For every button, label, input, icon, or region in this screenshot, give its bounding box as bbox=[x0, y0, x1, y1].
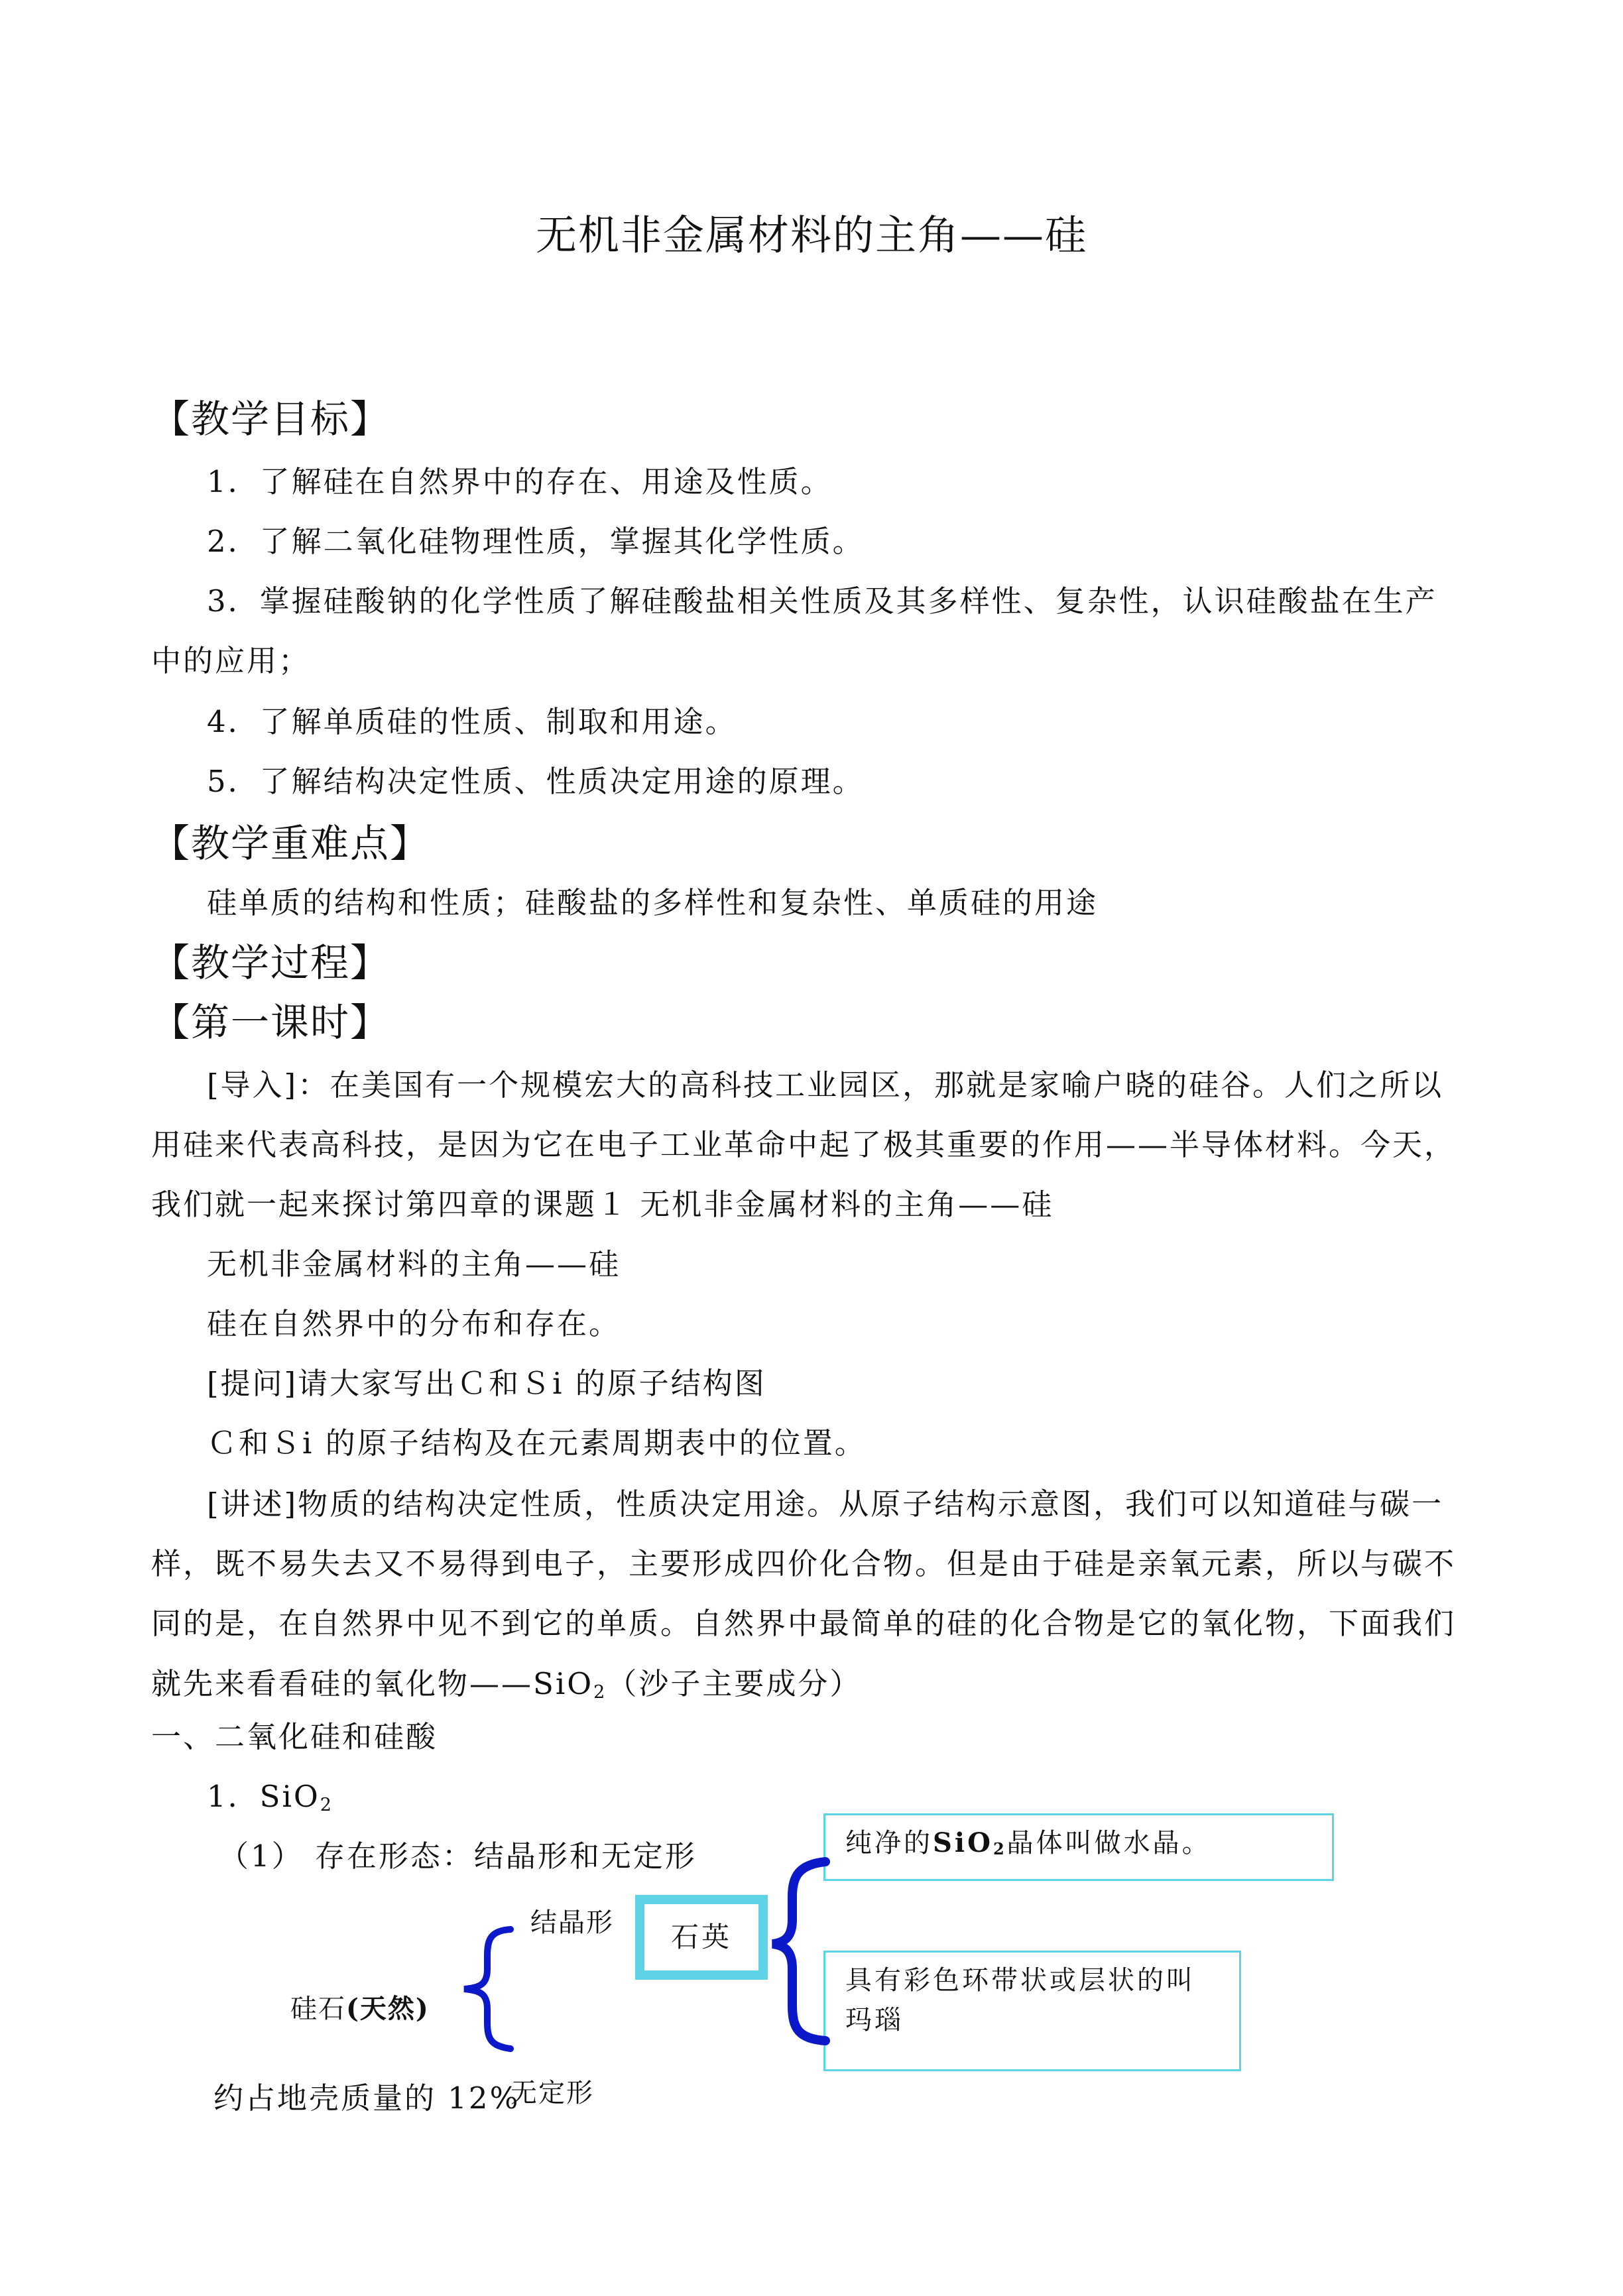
right-brace-icon bbox=[772, 1862, 825, 2041]
intro-line-2: 用硅来代表高科技，是因为它在电子工业革命中起了极其重要的作用——半导体材料。今天， bbox=[151, 1127, 1457, 1162]
lecture-line-2: 样，既不易失去又不易得到电子，主要形成四价化合物。但是由于硅是亲氧元素，所以与碳不 bbox=[151, 1546, 1457, 1581]
item-sio2: 1．SiO$_2$ bbox=[207, 1779, 333, 1815]
existence-forms: （1） 存在形态：结晶形和无定形 bbox=[219, 1839, 697, 1874]
agate-line-1: 具有彩色环带状或层状的叫 bbox=[845, 1965, 1195, 1996]
goal-3: 3．掌握硅酸钠的化学性质了解硅酸盐相关性质及其多样性、复杂性，认识硅酸盐在生产 bbox=[207, 583, 1437, 619]
intro-line-3: 我们就一起来探讨第四章的课题１ 无机非金属材料的主角——硅 bbox=[151, 1187, 1054, 1222]
heading-first-lesson: 【第一课时】 bbox=[151, 1000, 391, 1045]
label-amorphous: 无定形 bbox=[511, 2078, 594, 2108]
section-silica-and-silicic-acid: 一、二氧化硅和硅酸 bbox=[151, 1719, 438, 1754]
key-points-text: 硅单质的结构和性质；硅酸盐的多样性和复杂性、单质硅的用途 bbox=[207, 885, 1099, 920]
lecture-line-3: 同的是，在自然界中见不到它的单质。自然界中最简单的硅的化合物是它的氧化物，下面我们 bbox=[151, 1606, 1457, 1641]
goal-5: 5．了解结构决定性质、性质决定用途的原理。 bbox=[207, 764, 865, 799]
goal-1: 1．了解硅在自然界中的存在、用途及性质。 bbox=[207, 464, 833, 499]
crust-mass-note: 约占地壳质量的 12% bbox=[213, 2081, 520, 2116]
distribution-line: 硅在自然界中的分布和存在。 bbox=[207, 1306, 621, 1341]
intro-line-1: [导入]：在美国有一个规模宏大的高科技工业园区，那就是家喻户晓的硅谷。人们之所以 bbox=[207, 1067, 1444, 1103]
heading-teaching-process: 【教学过程】 bbox=[151, 940, 391, 985]
goal-3-cont: 中的应用； bbox=[151, 643, 311, 678]
lecture-line-4: 就先来看看硅的氧化物——SiO$_2$（沙子主要成分） bbox=[151, 1666, 862, 1703]
label-crystalline: 结晶形 bbox=[530, 1907, 614, 1938]
goal-4: 4．了解单质硅的性质、制取和用途。 bbox=[207, 704, 737, 739]
structure-line: Ｃ和Ｓi 的原子结构及在元素周期表中的位置。 bbox=[207, 1425, 867, 1461]
heading-teaching-goals: 【教学目标】 bbox=[151, 396, 391, 442]
heading-key-points: 【教学重难点】 bbox=[151, 821, 430, 866]
agate-line-2: 玛瑙 bbox=[845, 2005, 904, 2035]
crystal-note-box: 纯净的SiO2晶体叫做水晶。 bbox=[823, 1813, 1334, 1881]
document-title: 无机非金属材料的主角——硅 bbox=[535, 211, 1087, 259]
subtitle-line: 无机非金属材料的主角——硅 bbox=[207, 1246, 621, 1282]
question-line: [提问]请大家写出Ｃ和Ｓi 的原子结构图 bbox=[207, 1366, 766, 1401]
quartz-label: 石英 bbox=[670, 1921, 732, 1953]
lecture-line-1: [讲述]物质的结构决定性质，性质决定用途。从原子结构示意图，我们可以知道硅与碳一 bbox=[207, 1486, 1444, 1522]
goal-2: 2．了解二氧化硅物理性质，掌握其化学性质。 bbox=[207, 524, 865, 559]
label-silica-stone: 硅石(天然) bbox=[290, 1993, 430, 2024]
left-brace-icon bbox=[464, 1929, 511, 2049]
